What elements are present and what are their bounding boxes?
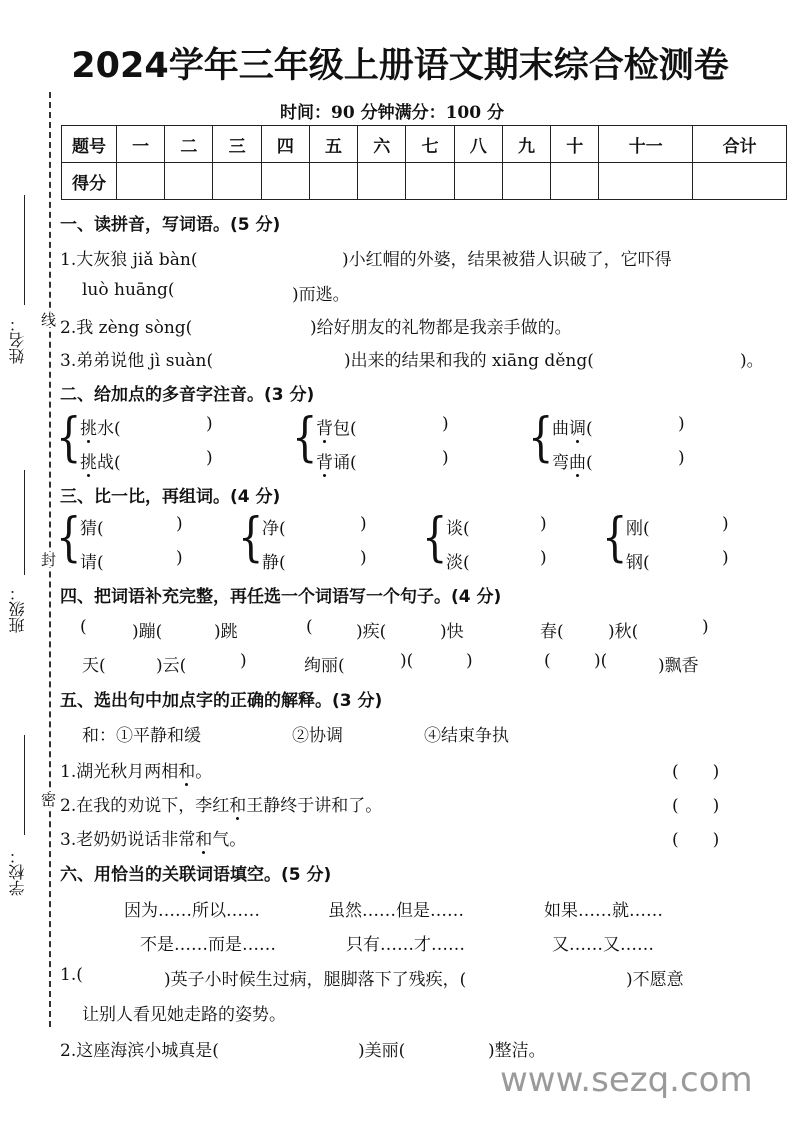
s3-close-paren: ) — [360, 548, 367, 568]
score-cell[interactable] — [309, 163, 357, 200]
s4-fill: ( — [80, 617, 87, 637]
s2-close-paren: ) — [206, 414, 213, 434]
col-4: 四 — [261, 126, 309, 163]
s1-q2-part2: )给好朋友的礼物都是我亲手做的。 — [310, 318, 572, 338]
score-table-score-row — [62, 163, 787, 200]
s4-fill: )疾( — [356, 622, 387, 642]
score-cell[interactable] — [117, 163, 165, 200]
s4-fill: )跳 — [214, 622, 238, 642]
s3-close-paren: ) — [176, 548, 183, 568]
brace-icon: { — [292, 408, 318, 468]
score-cell[interactable] — [165, 163, 213, 200]
s3-item: 静( — [262, 553, 286, 573]
col-10: 十 — [551, 126, 599, 163]
score-cell[interactable] — [261, 163, 309, 200]
s6-q2-part2: )美丽( — [358, 1041, 406, 1061]
s1-q1-part3: luò huāng( — [82, 280, 175, 300]
s4-fill: )( — [594, 651, 608, 671]
s4-fill: )云( — [156, 656, 187, 676]
s2-close-paren: ) — [206, 448, 213, 468]
school-label: 学校： — [8, 848, 27, 896]
s6-q1-part1: 1.( — [60, 965, 83, 985]
s4-fill: ) — [702, 617, 709, 637]
s6-q1-part2: )英子小时候生过病，腿脚落下了残疾，( — [164, 970, 467, 990]
name-underline — [24, 195, 25, 305]
s1-q1-part1: 1.大灰狼 jiǎ bàn( — [60, 250, 198, 270]
s2-item: 背诵( — [316, 448, 357, 473]
s3-item: 请( — [80, 553, 104, 573]
section-2-heading: 二、给加点的多音字注音。(3 分) — [60, 385, 315, 405]
s3-item: 淡( — [446, 553, 470, 573]
s2-close-paren: ) — [442, 448, 449, 468]
score-cell[interactable] — [213, 163, 261, 200]
brace-icon: { — [238, 508, 264, 568]
section-6-heading: 六、用恰当的关联词语填空。(5 分) — [60, 865, 332, 885]
s3-close-paren: ) — [360, 514, 367, 534]
s2-close-paren: ) — [678, 414, 685, 434]
s2-item: 挑水( — [80, 414, 121, 439]
seal-seal-char: 封 — [39, 552, 57, 567]
s4-fill: ) — [240, 651, 247, 671]
section-5-heading: 五、选出句中加点字的正确的解释。(3 分) — [60, 691, 383, 711]
s4-fill: ( — [306, 617, 313, 637]
s6-word: 如果……就…… — [544, 901, 663, 921]
s3-item: 钢( — [626, 553, 650, 573]
s1-q2-part1: 2.我 zèng sòng( — [60, 318, 193, 338]
s4-fill: )( — [400, 651, 414, 671]
s2-item: 挑战( — [80, 448, 121, 473]
s1-q3-part2: )出来的结果和我的 xiāng děng( — [344, 351, 594, 371]
col-total: 合计 — [693, 126, 787, 163]
col-11: 十一 — [599, 126, 693, 163]
s4-fill: )蹦( — [132, 622, 163, 642]
s3-close-paren: ) — [540, 514, 547, 534]
s3-item: 刚( — [626, 519, 650, 539]
s3-close-paren: ) — [722, 548, 729, 568]
score-cell[interactable] — [551, 163, 599, 200]
s1-q3-part1: 3.弟弟说他 jì suàn( — [60, 351, 214, 371]
s1-q1-part2: )小红帽的外婆，结果被猎人识破了，它吓得 — [342, 250, 672, 270]
s6-word: 因为……所以…… — [124, 901, 260, 921]
s6-q1-part3: )不愿意 — [626, 970, 684, 990]
s4-fill: )秋( — [608, 622, 639, 642]
col-3: 三 — [213, 126, 261, 163]
header-label: 题号 — [62, 126, 117, 163]
s2-item: 弯曲( — [552, 448, 593, 473]
col-2: 二 — [165, 126, 213, 163]
s2-item: 曲调( — [552, 414, 593, 439]
score-table — [61, 125, 787, 200]
score-cell[interactable] — [454, 163, 502, 200]
s1-q3-part3: )。 — [740, 351, 764, 371]
s5-option-3: ④结束争执 — [424, 726, 509, 746]
s5-answer-paren: ( ) — [672, 830, 720, 850]
s4-fill: 春( — [540, 622, 564, 642]
s4-fill: ( — [544, 651, 551, 671]
col-9: 九 — [502, 126, 550, 163]
section-4-heading: 四、把词语补充完整，再任选一个词语写一个句子。(4 分) — [60, 587, 502, 607]
score-table-header-row — [62, 126, 787, 163]
s2-close-paren: ) — [442, 414, 449, 434]
s4-fill: )飘香 — [658, 656, 699, 676]
class-label: 班级： — [8, 585, 27, 633]
brace-icon: { — [56, 408, 82, 468]
s2-close-paren: ) — [678, 448, 685, 468]
seal-secret-char: 密 — [39, 792, 57, 807]
brace-icon: { — [528, 408, 554, 468]
s4-fill: 绚丽( — [304, 656, 345, 676]
s5-answer-paren: ( ) — [672, 762, 720, 782]
s3-item: 净( — [262, 519, 286, 539]
s5-option-1: 和：①平静和缓 — [82, 726, 201, 746]
s5-answer-paren: ( ) — [672, 796, 720, 816]
s6-word: 又……又…… — [552, 935, 654, 955]
col-7: 七 — [406, 126, 454, 163]
section-1-heading: 一、读拼音，写词语。(5 分) — [60, 215, 281, 235]
brace-icon: { — [602, 508, 628, 568]
s1-q1-part4: )而逃。 — [292, 285, 350, 305]
score-label: 得分 — [62, 163, 117, 200]
s5-q2: 2.在我的劝说下，李红和王静终于讲和了。 — [60, 791, 382, 816]
score-cell[interactable] — [599, 163, 693, 200]
s3-item: 猜( — [80, 519, 104, 539]
score-cell[interactable] — [693, 163, 787, 200]
watermark: www.sezq.com — [500, 1060, 753, 1100]
s6-q1-part4: 让别人看见她走路的姿势。 — [82, 1005, 286, 1025]
score-cell[interactable] — [358, 163, 406, 200]
s4-fill: )快 — [440, 622, 464, 642]
s2-item: 背包( — [316, 414, 357, 439]
s4-fill: ) — [466, 651, 473, 671]
col-6: 六 — [358, 126, 406, 163]
s6-word: 只有……才…… — [346, 935, 465, 955]
s6-word: 虽然……但是…… — [328, 901, 464, 921]
col-1: 一 — [117, 126, 165, 163]
brace-icon: { — [422, 508, 448, 568]
class-underline — [24, 470, 25, 575]
brace-icon: { — [56, 508, 82, 568]
exam-title: 2024学年三年级上册语文期末综合检测卷 — [71, 46, 729, 86]
s5-q1: 1.湖光秋月两相和。 — [60, 757, 212, 782]
col-5: 五 — [309, 126, 357, 163]
col-8: 八 — [454, 126, 502, 163]
s3-close-paren: ) — [540, 548, 547, 568]
section-3-heading: 三、比一比，再组词。(4 分) — [60, 487, 281, 507]
s3-close-paren: ) — [176, 514, 183, 534]
s6-word: 不是……而是…… — [140, 935, 276, 955]
s5-option-2: ②协调 — [292, 726, 343, 746]
s6-q2-part1: 2.这座海滨小城真是( — [60, 1041, 219, 1061]
name-label: 姓名： — [8, 316, 27, 364]
score-cell[interactable] — [406, 163, 454, 200]
s4-fill: 天( — [82, 656, 106, 676]
exam-time-score: 时间：90 分钟满分：100 分 — [280, 103, 504, 123]
s3-close-paren: ) — [722, 514, 729, 534]
seal-line-char: 线 — [39, 312, 57, 327]
score-cell[interactable] — [502, 163, 550, 200]
s6-q2-part3: )整洁。 — [488, 1041, 546, 1061]
s5-q3: 3.老奶奶说话非常和气。 — [60, 825, 246, 850]
s3-item: 谈( — [446, 519, 470, 539]
school-underline — [24, 735, 25, 835]
